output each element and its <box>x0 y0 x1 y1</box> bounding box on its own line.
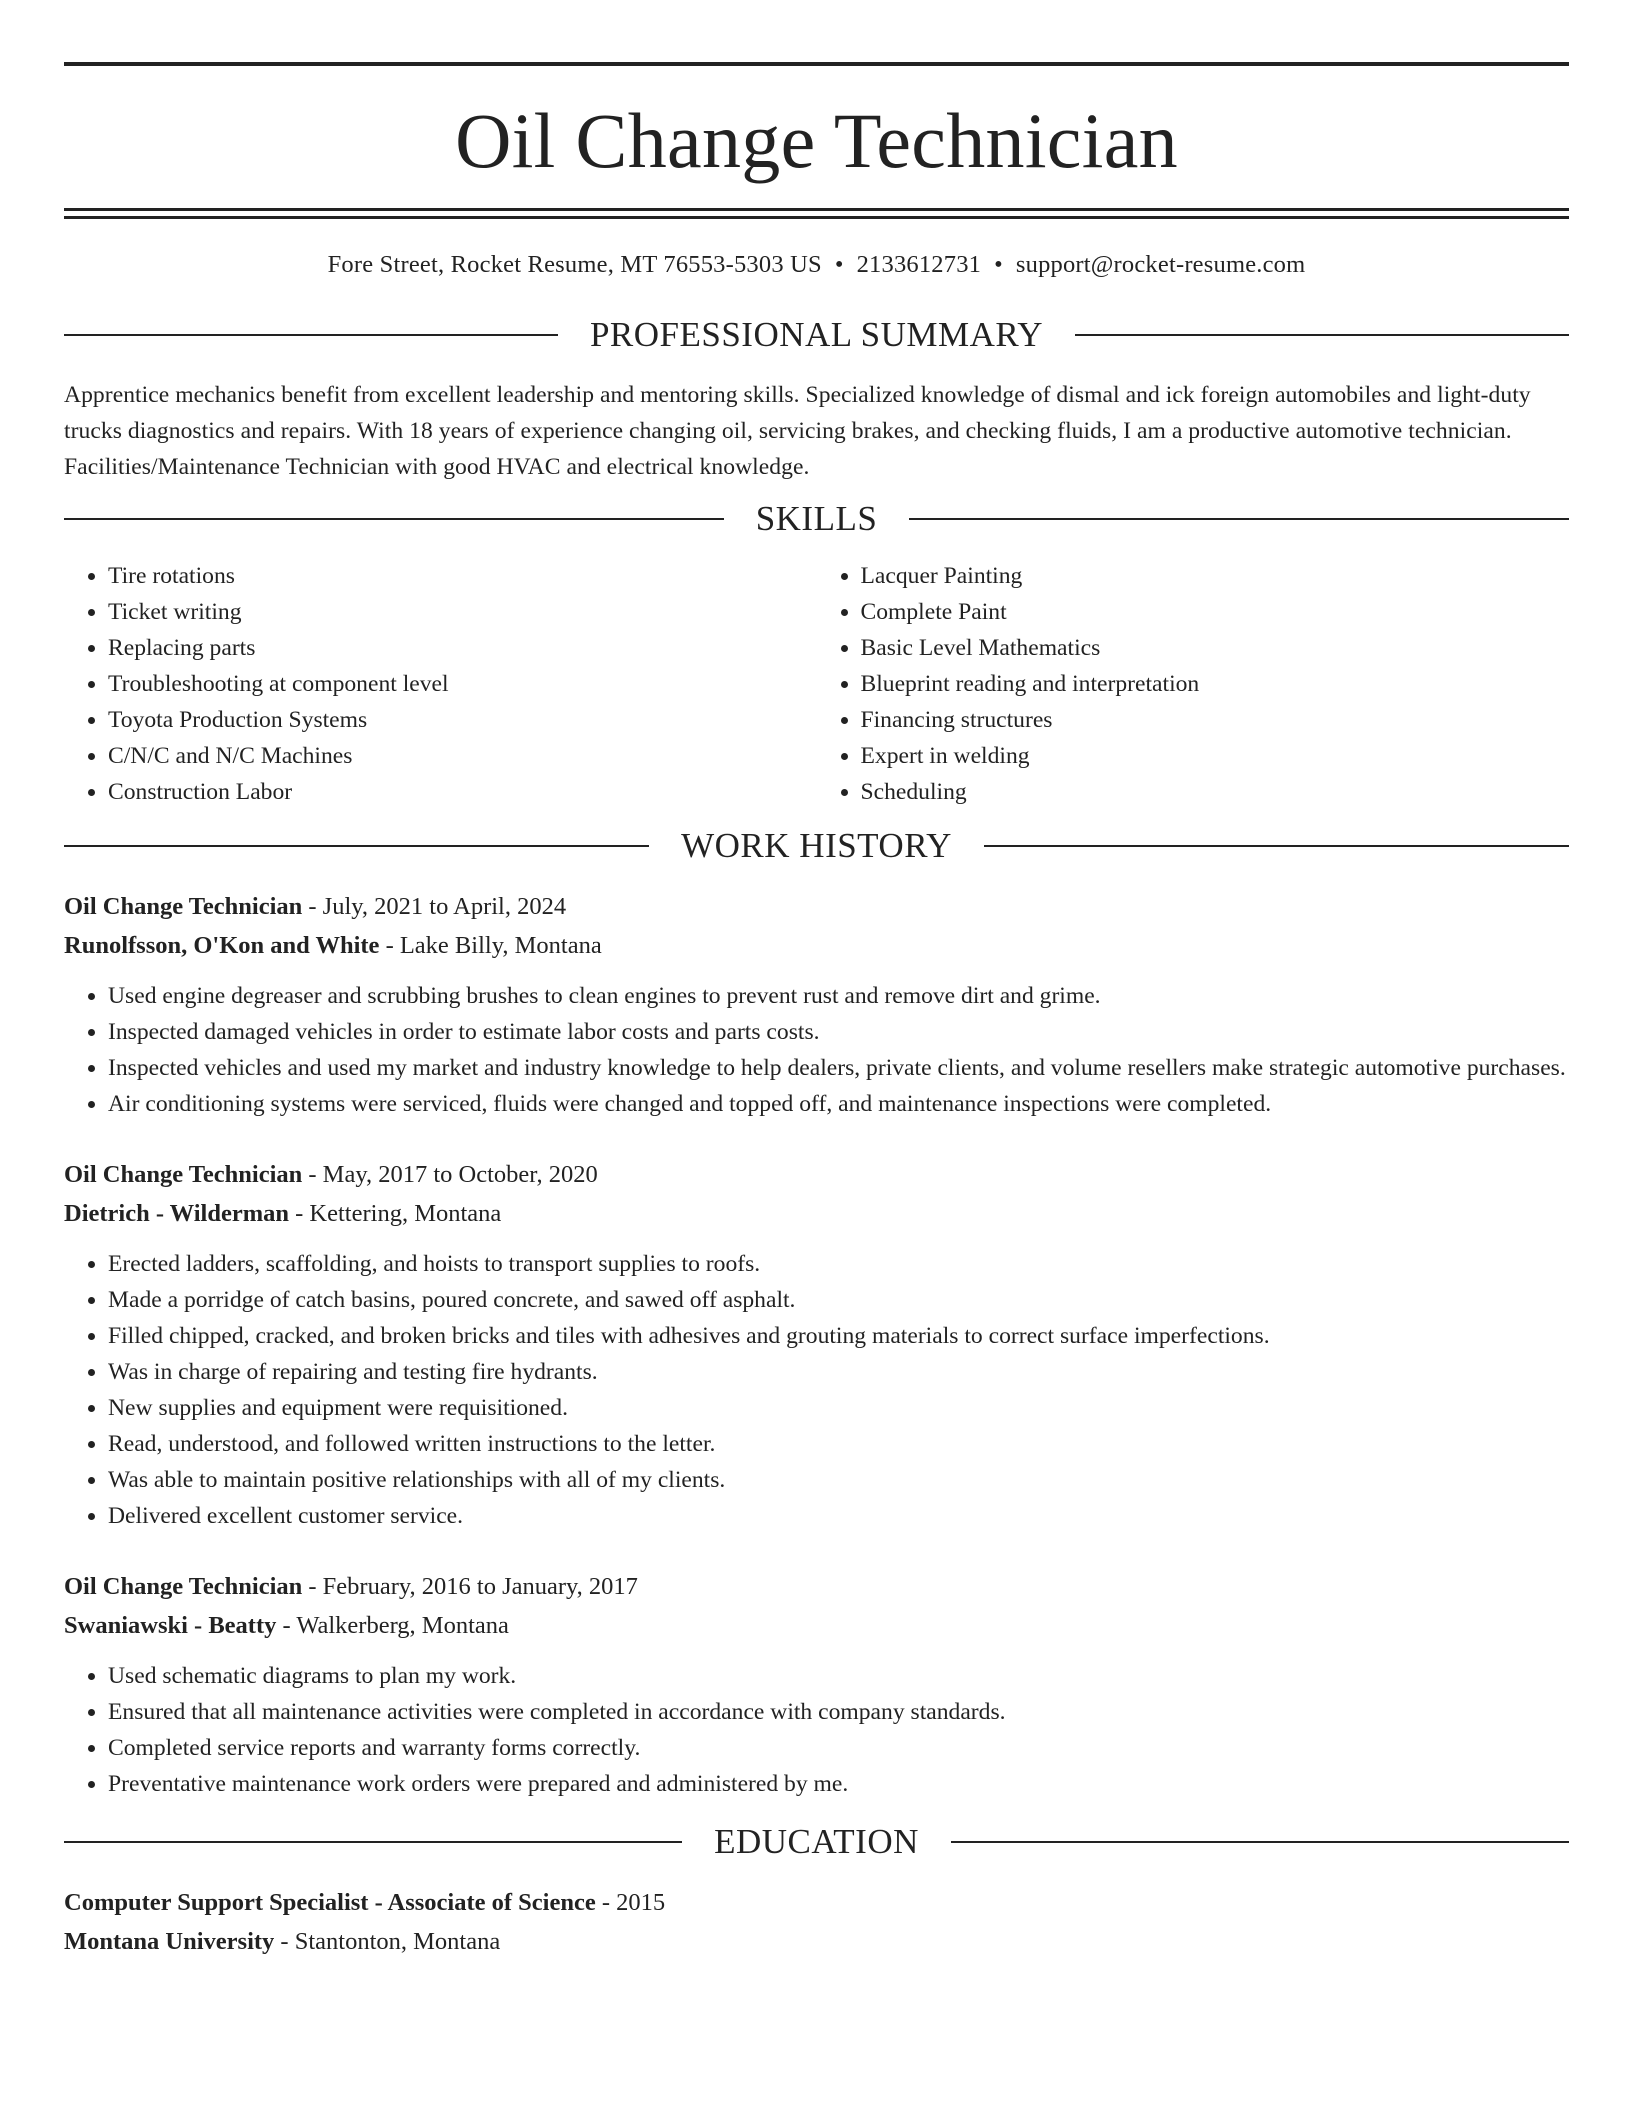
job-dates: - July, 2021 to April, 2024 <box>302 893 567 920</box>
job-bullet: • Inspected damaged vehicles in order to estimate labor costs and parts costs. <box>108 1014 1569 1050</box>
job-company-line <box>64 926 1569 965</box>
heading-rule-right <box>951 1841 1569 1843</box>
heading-rule-right <box>1075 334 1569 336</box>
job-bullet: • Ensured that all maintenance activities were completed in accordance with company standards. <box>108 1694 1569 1730</box>
skill-item: • Expert in welding <box>861 738 1570 774</box>
job-bullet: • Air conditioning systems were serviced, fluids were changed and topped off, and maintenance inspections were completed. <box>108 1086 1569 1122</box>
education-heading <box>64 1824 1569 1859</box>
contact-line <box>64 251 1569 279</box>
skill-item: • Construction Labor <box>108 774 817 810</box>
school: Montana University <box>64 1928 275 1955</box>
job-bullet: • Was in charge of repairing and testing fire hydrants. <box>108 1354 1569 1390</box>
job-bullet: • Was able to maintain positive relationships with all of my clients. <box>108 1462 1569 1498</box>
heading-rule-left <box>64 1841 682 1843</box>
work-title: WORK HISTORY <box>681 826 952 865</box>
job-bullet: • Used schematic diagrams to plan my work. <box>108 1658 1569 1694</box>
job-company: Dietrich - Wilderman <box>64 1200 290 1227</box>
skill-item: • Tire rotations <box>108 558 817 594</box>
job-bullets <box>64 978 1569 1122</box>
heading-rule-left <box>64 334 558 336</box>
summary-title: PROFESSIONAL SUMMARY <box>589 315 1044 354</box>
job-bullet: • Completed service reports and warranty forms correctly. <box>108 1730 1569 1766</box>
job-company-line <box>64 1606 1569 1645</box>
job-entry <box>64 1567 1569 1802</box>
job-bullet: • Used engine degreaser and scrubbing brushes to clean engines to prevent rust and remove dirt and grime. <box>108 978 1569 1014</box>
skill-item: • C/N/C and N/C Machines <box>108 738 817 774</box>
skill-item: • Scheduling <box>861 774 1570 810</box>
skill-item: • Blueprint reading and interpretation <box>861 666 1570 702</box>
job-bullet: • Preventative maintenance work orders were prepared and administered by me. <box>108 1766 1569 1802</box>
heading-rule-left <box>64 518 724 520</box>
degree-year: - 2015 <box>595 1889 666 1916</box>
school-location: - Stantonton, Montana <box>274 1928 501 1955</box>
job-title-line <box>64 1567 1569 1606</box>
double-rule <box>64 208 1569 219</box>
job-title-line <box>64 1155 1569 1194</box>
job-bullet: • Inspected vehicles and used my market and industry knowledge to help dealers, private clients, and volume resellers make strategic automotive purchases. <box>108 1050 1569 1086</box>
job-title-line <box>64 887 1569 926</box>
skill-item: • Troubleshooting at component level <box>108 666 817 702</box>
work-heading <box>64 828 1569 863</box>
skills-list-right <box>817 558 1570 810</box>
job-location: - Kettering, Montana <box>289 1200 502 1227</box>
job-location: - Lake Billy, Montana <box>379 932 602 959</box>
job-location: - Walkerberg, Montana <box>276 1612 509 1639</box>
job-title: Oil Change Technician <box>64 893 303 920</box>
job-bullet: • Erected ladders, scaffolding, and hoists to transport supplies to roofs. <box>108 1246 1569 1282</box>
degree: Computer Support Specialist - Associate of Science <box>64 1889 596 1916</box>
skill-item: • Replacing parts <box>108 630 817 666</box>
skill-item: • Ticket writing <box>108 594 817 630</box>
job-title: Oil Change Technician <box>64 1161 303 1188</box>
job-company: Swaniawski - Beatty <box>64 1612 277 1639</box>
skill-item: • Financing structures <box>861 702 1570 738</box>
school-line <box>64 1922 1569 1961</box>
job-bullets <box>64 1658 1569 1802</box>
job-bullet: • Delivered excellent customer service. <box>108 1498 1569 1534</box>
summary-text: Apprentice mechanics benefit from excellent leadership and mentoring skills. Specialized knowledge of dismal and ick foreign automobiles and light-duty trucks diagnostics and repairs. With 18 years of experience changing oil, servicing brakes, and checking fluids, I am a productive automotive technician. Facilities/Maintenance Technician with good HVAC and electrical knowledge. <box>64 382 1531 480</box>
job-dates: - May, 2017 to October, 2020 <box>302 1161 598 1188</box>
job-title: Oil Change Technician <box>64 1573 303 1600</box>
job-entry <box>64 1155 1569 1534</box>
skills-heading <box>64 501 1569 536</box>
job-bullet: • Made a porridge of catch basins, poured concrete, and sawed off asphalt. <box>108 1282 1569 1318</box>
skill-item: • Basic Level Mathematics <box>861 630 1570 666</box>
heading-rule-right <box>909 518 1569 520</box>
job-bullet: • Read, understood, and followed written instructions to the letter. <box>108 1426 1569 1462</box>
contact-separator: • <box>834 251 844 278</box>
skills-columns <box>64 558 1569 810</box>
heading-rule-left <box>64 845 649 847</box>
skill-item: • Toyota Production Systems <box>108 702 817 738</box>
job-entry <box>64 887 1569 1122</box>
job-bullets <box>64 1246 1569 1534</box>
contact-phone: 2133612731 <box>856 251 982 278</box>
skill-item: • Complete Paint <box>861 594 1570 630</box>
job-company: Runolfsson, O'Kon and White <box>64 932 380 959</box>
education-entry <box>64 1883 1569 1961</box>
skills-list-left <box>64 558 817 810</box>
education-title: EDUCATION <box>714 1822 919 1861</box>
job-dates: - February, 2016 to January, 2017 <box>302 1573 638 1600</box>
summary-heading <box>64 317 1569 352</box>
heading-rule-right <box>984 845 1569 847</box>
resume-name: Oil Change Technician <box>455 97 1178 184</box>
skills-title: SKILLS <box>755 499 878 538</box>
degree-line <box>64 1883 1569 1922</box>
contact-address: Fore Street, Rocket Resume, MT 76553-5303 US <box>327 251 822 278</box>
contact-email: support@rocket-resume.com <box>1015 251 1306 278</box>
job-bullet: • New supplies and equipment were requisitioned. <box>108 1390 1569 1426</box>
contact-separator: • <box>994 251 1003 278</box>
skill-item: • Lacquer Painting <box>861 558 1570 594</box>
job-bullet: • Filled chipped, cracked, and broken bricks and tiles with adhesives and grouting materials to correct surface imperfections. <box>108 1318 1569 1354</box>
job-company-line <box>64 1194 1569 1233</box>
